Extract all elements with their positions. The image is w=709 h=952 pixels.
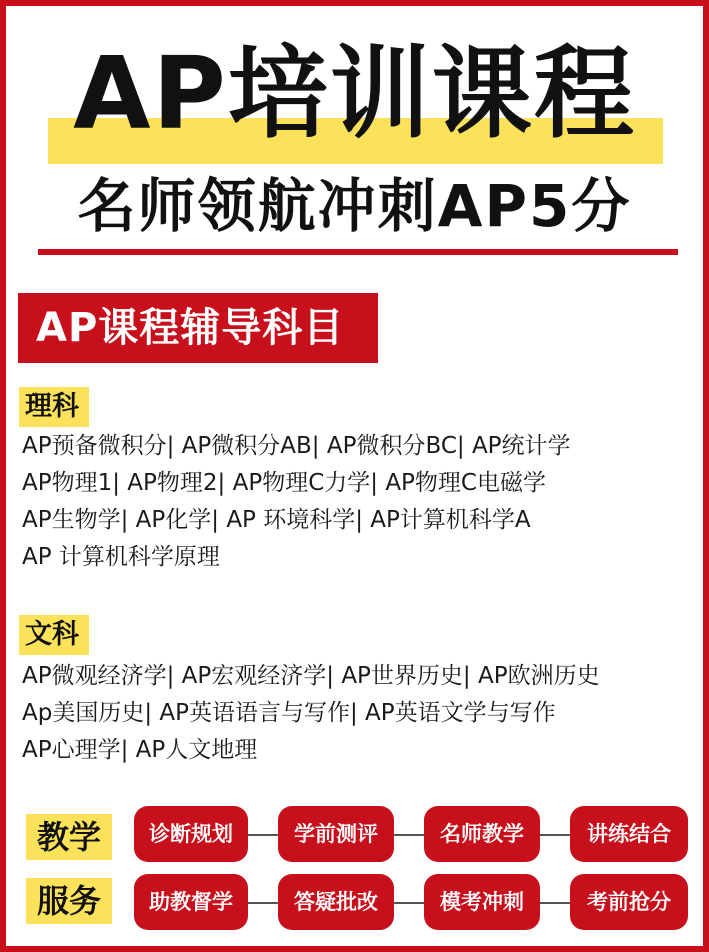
service-connector [392,902,426,904]
teaching-connector [538,834,572,836]
science-subject-list [22,428,692,576]
arts-subject-line: AP心理学| AP人文地理 [22,737,258,763]
arts-subject-line: AP微观经济学| AP宏观经济学| AP世界历史| AP欧洲历史 [22,663,600,689]
teaching-step-pill: 学前测评 [278,806,394,862]
service-step-pill: 助教督学 [134,874,248,930]
science-subject-line: AP生物学| AP化学| AP 环境科学| AP计算机科学A [22,507,531,533]
title-block [6,26,703,156]
subjects-banner: AP课程辅导科目 [18,293,378,363]
page-subtitle: 名师领航冲刺AP5分 [77,172,632,240]
teaching-step-pill: 诊断规划 [134,806,248,862]
service-connector [538,902,572,904]
teaching-label: 教学 [26,814,112,860]
teaching-step-pill: 讲练结合 [570,806,688,862]
service-step-pill: 考前抢分 [570,874,688,930]
science-subject-line: AP物理1| AP物理2| AP物理C力学| AP物理C电磁学 [22,470,546,496]
subtitle-underline [38,249,678,255]
service-connector [246,902,282,904]
service-step-pill: 答疑批改 [278,874,394,930]
service-label: 服务 [26,878,112,924]
teaching-step-pill: 名师教学 [424,806,540,862]
science-subject-line: AP 计算机科学原理 [22,544,220,570]
arts-subject-list [22,658,692,769]
science-subject-line: AP预备微积分| AP微积分AB| AP微积分BC| AP统计学 [22,433,571,459]
service-step-pill: 模考冲刺 [424,874,540,930]
arts-subject-line: Ap美国历史| AP英语语言与写作| AP英语文学与写作 [22,700,556,726]
science-label: 理科 [19,387,89,427]
arts-label: 文科 [19,615,89,655]
teaching-connector [246,834,282,836]
page-title: AP培训课程 [73,35,636,152]
teaching-connector [392,834,426,836]
